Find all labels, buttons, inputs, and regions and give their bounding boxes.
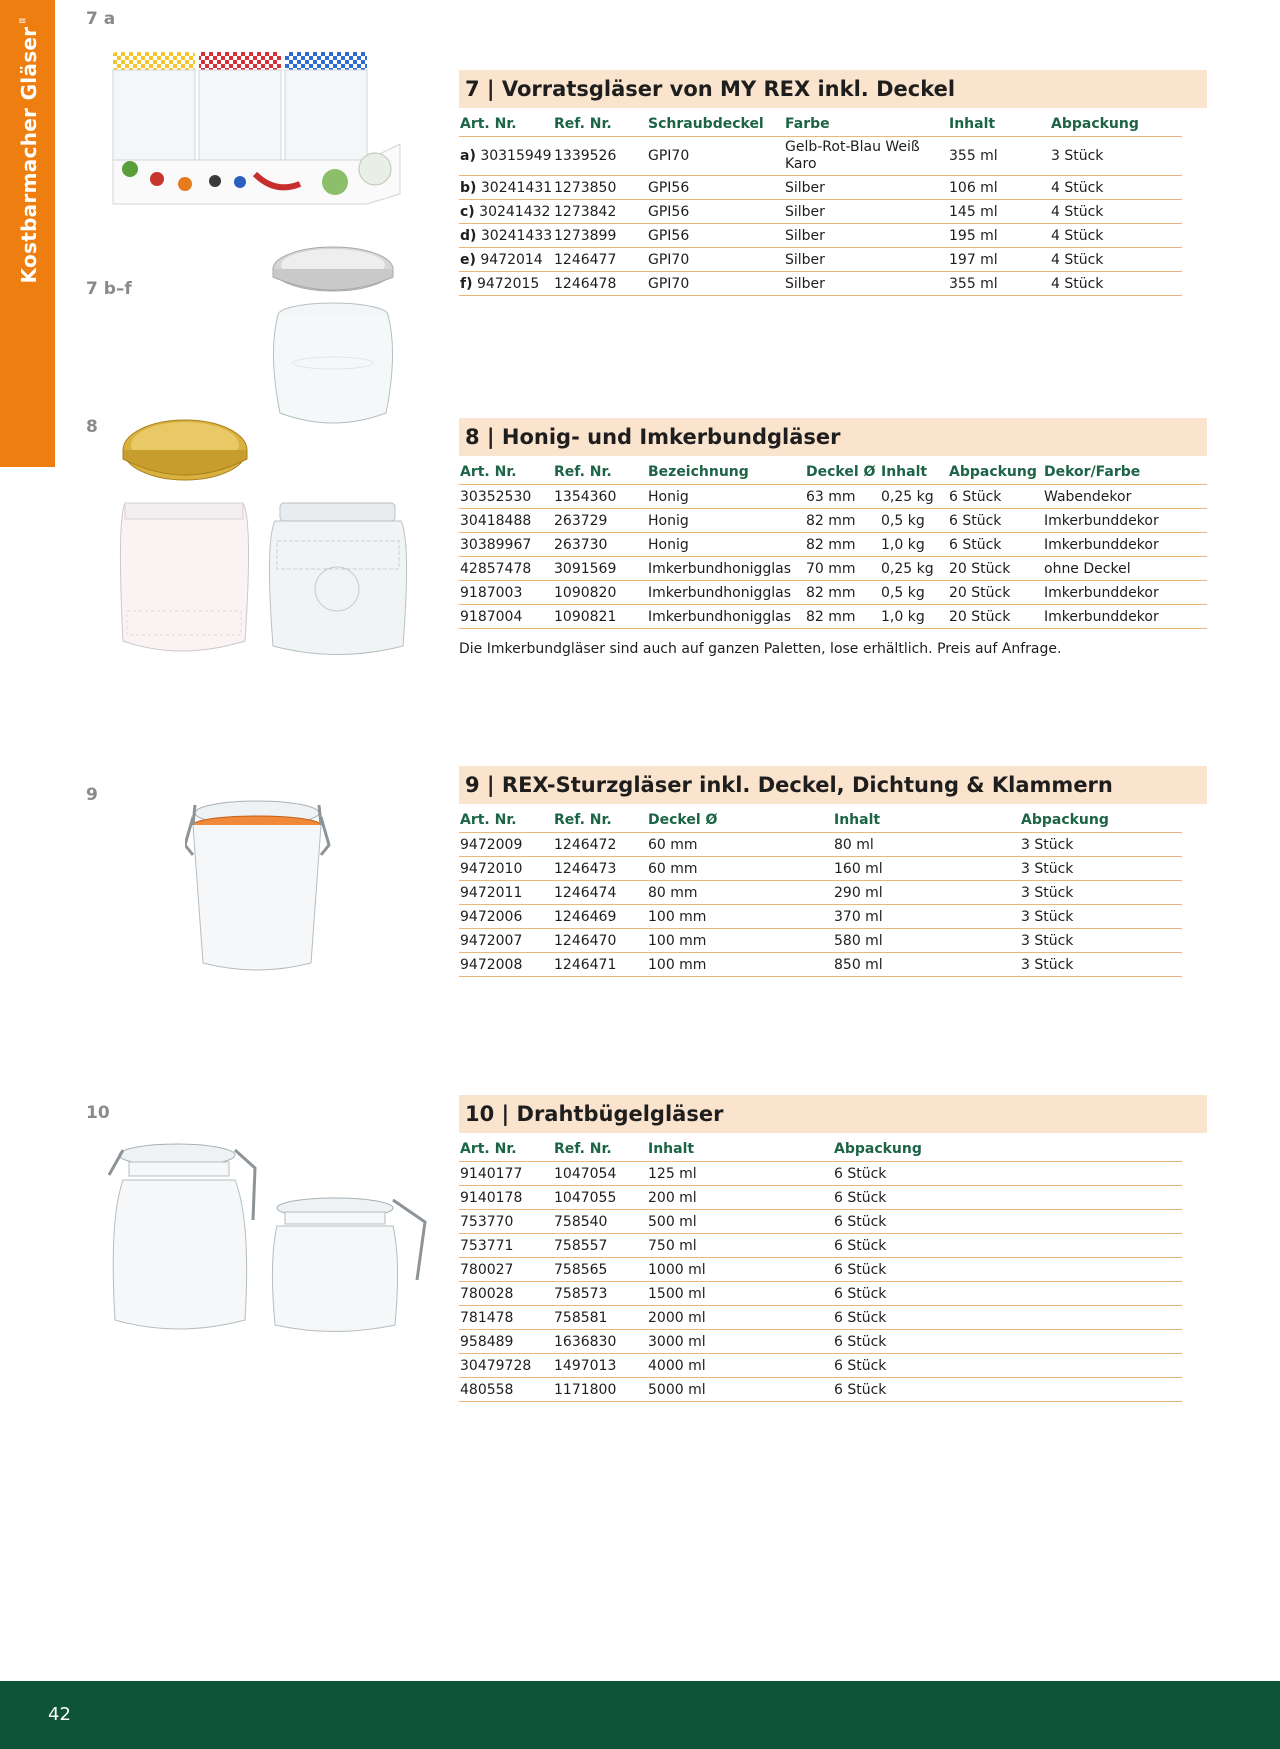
pack: 6 Stück xyxy=(833,1210,1182,1234)
content: 580 ml xyxy=(833,929,1020,953)
section-title: 7 | Vorratsgläser von MY REX inkl. Deckel xyxy=(459,70,1207,108)
ref-nr: 1497013 xyxy=(553,1354,647,1378)
designation: Honig xyxy=(647,485,805,509)
table-row xyxy=(459,581,1207,605)
section-note: Die Imkerbundgläser sind auch auf ganzen Paletten, lose erhältlich. Preis auf Anfrage. xyxy=(459,641,1062,657)
table-row xyxy=(459,1282,1182,1306)
ref-nr: 758540 xyxy=(553,1210,647,1234)
figure-label-10: 10 xyxy=(86,1103,110,1123)
lid: GPI56 xyxy=(647,224,784,248)
lid: GPI56 xyxy=(647,200,784,224)
table-row xyxy=(459,176,1182,200)
pack: 3 Stück xyxy=(1020,881,1182,905)
color: Silber xyxy=(784,224,948,248)
table-header-row xyxy=(459,112,1182,137)
table-header-row xyxy=(459,1137,1182,1162)
art-nr: 30418488 xyxy=(459,509,553,533)
page-footer xyxy=(0,1681,1280,1749)
column-header: Abpackung xyxy=(1050,112,1182,137)
menu-mark-icon: ≡ xyxy=(18,16,27,27)
pack: 3 Stück xyxy=(1020,953,1182,977)
content: 200 ml xyxy=(647,1186,833,1210)
column-header: Art. Nr. xyxy=(459,460,553,485)
content: 145 ml xyxy=(948,200,1050,224)
ref-nr: 1090821 xyxy=(553,605,647,629)
figure-label-9: 9 xyxy=(86,785,98,805)
art-nr: 30479728 xyxy=(459,1354,553,1378)
category-label: Kostbarmacher Gläser xyxy=(17,26,41,284)
art-nr: 9472006 xyxy=(459,905,553,929)
column-header: Abpackung xyxy=(833,1137,1182,1162)
art-nr: 9472007 xyxy=(459,929,553,953)
content: 290 ml xyxy=(833,881,1020,905)
figure-label-7b-f: 7 b–f xyxy=(86,279,132,299)
content: 125 ml xyxy=(647,1162,833,1186)
pack: 4 Stück xyxy=(1050,272,1182,296)
table-row xyxy=(459,1234,1182,1258)
art-nr: 480558 xyxy=(459,1378,553,1402)
table-row xyxy=(459,1306,1182,1330)
content: 355 ml xyxy=(948,272,1050,296)
ref-nr: 1636830 xyxy=(553,1330,647,1354)
ref-nr: 1047054 xyxy=(553,1162,647,1186)
table-row xyxy=(459,833,1182,857)
designation: Imkerbundhonigglas xyxy=(647,605,805,629)
color: Silber xyxy=(784,272,948,296)
section-title: 9 | REX-Sturzgläser inkl. Deckel, Dichtung & Klammern xyxy=(459,766,1207,804)
column-header: Ref. Nr. xyxy=(553,460,647,485)
figure-label-7a: 7 a xyxy=(86,9,116,29)
ref-nr: 1047055 xyxy=(553,1186,647,1210)
ref-nr: 263729 xyxy=(553,509,647,533)
table-row xyxy=(459,248,1182,272)
content: 850 ml xyxy=(833,953,1020,977)
lid-diameter: 100 mm xyxy=(647,929,833,953)
column-header: Schraubdeckel xyxy=(647,112,784,137)
row-prefix: a) xyxy=(460,148,476,164)
table-row xyxy=(459,1258,1182,1282)
row-prefix: d) xyxy=(460,227,477,244)
pack: 6 Stück xyxy=(948,533,1043,557)
pack: 3 Stück xyxy=(1020,857,1182,881)
product-image-rex-sturzglas xyxy=(185,795,335,975)
ref-nr: 1171800 xyxy=(553,1378,647,1402)
section-title: 8 | Honig- und Imkerbundgläser xyxy=(459,418,1207,456)
ref-nr: 1246472 xyxy=(553,833,647,857)
pack: 4 Stück xyxy=(1050,176,1182,200)
art-nr: 9187003 xyxy=(459,581,553,605)
content: 1500 ml xyxy=(647,1282,833,1306)
art-nr: 9187004 xyxy=(459,605,553,629)
pack: 20 Stück xyxy=(948,581,1043,605)
column-header: Ref. Nr. xyxy=(553,1137,647,1162)
color: Silber xyxy=(784,248,948,272)
ref-nr: 1354360 xyxy=(553,485,647,509)
designation: Imkerbundhonigglas xyxy=(647,557,805,581)
art-nr: 780027 xyxy=(459,1258,553,1282)
lid-diameter: 82 mm xyxy=(805,509,880,533)
art-nr: 30352530 xyxy=(459,485,553,509)
ref-nr: 758557 xyxy=(553,1234,647,1258)
pack: 20 Stück xyxy=(948,557,1043,581)
content: 1,0 kg xyxy=(880,605,948,629)
lid-diameter: 80 mm xyxy=(647,881,833,905)
table-header-row xyxy=(459,460,1207,485)
lid: GPI70 xyxy=(647,248,784,272)
ref-nr: 1246477 xyxy=(553,248,647,272)
designation: Honig xyxy=(647,509,805,533)
pack: 6 Stück xyxy=(833,1282,1182,1306)
content: 750 ml xyxy=(647,1234,833,1258)
product-table-8 xyxy=(459,460,1207,629)
art-nr: 9472010 xyxy=(459,857,553,881)
content: 5000 ml xyxy=(647,1378,833,1402)
art-nr: 30241431 xyxy=(480,179,553,196)
lid-diameter: 60 mm xyxy=(647,833,833,857)
art-nr: 30389967 xyxy=(459,533,553,557)
decor: Imkerbunddekor xyxy=(1043,509,1207,533)
content: 1,0 kg xyxy=(880,533,948,557)
color: Silber xyxy=(784,200,948,224)
lid-diameter: 82 mm xyxy=(805,581,880,605)
ref-nr: 3091569 xyxy=(553,557,647,581)
column-header: Dekor/Farbe xyxy=(1043,460,1207,485)
lid-diameter: 63 mm xyxy=(805,485,880,509)
pack: 4 Stück xyxy=(1050,200,1182,224)
ref-nr: 1273850 xyxy=(553,176,647,200)
column-header: Farbe xyxy=(784,112,948,137)
art-nr: 9472009 xyxy=(459,833,553,857)
pack: 6 Stück xyxy=(833,1234,1182,1258)
content: 0,5 kg xyxy=(880,509,948,533)
product-image-honey-jars xyxy=(115,411,435,656)
pack: 6 Stück xyxy=(833,1306,1182,1330)
designation: Imkerbundhonigglas xyxy=(647,581,805,605)
column-header: Inhalt xyxy=(880,460,948,485)
content: 0,25 kg xyxy=(880,557,948,581)
art-nr: 9140177 xyxy=(459,1162,553,1186)
content: 1000 ml xyxy=(647,1258,833,1282)
art-nr: 42857478 xyxy=(459,557,553,581)
row-prefix: e) xyxy=(460,251,476,268)
table-row xyxy=(459,533,1207,557)
column-header: Deckel Ø xyxy=(805,460,880,485)
product-table-7 xyxy=(459,112,1182,296)
lid: GPI70 xyxy=(647,272,784,296)
designation: Honig xyxy=(647,533,805,557)
content: 500 ml xyxy=(647,1210,833,1234)
column-header: Inhalt xyxy=(833,808,1020,833)
pack: 3 Stück xyxy=(1050,137,1182,176)
content: 2000 ml xyxy=(647,1306,833,1330)
figure-label-8: 8 xyxy=(86,417,98,437)
art-nr: 753770 xyxy=(459,1210,553,1234)
ref-nr: 1246469 xyxy=(553,905,647,929)
column-header: Art. Nr. xyxy=(459,808,553,833)
lid-diameter: 82 mm xyxy=(805,605,880,629)
table-row xyxy=(459,953,1182,977)
product-image-my-rex-silver-jar xyxy=(268,243,398,428)
decor: Imkerbunddekor xyxy=(1043,533,1207,557)
ref-nr: 1246470 xyxy=(553,929,647,953)
lid-diameter: 70 mm xyxy=(805,557,880,581)
pack: 6 Stück xyxy=(833,1258,1182,1282)
art-nr: 30241433 xyxy=(480,227,553,244)
pack: 3 Stück xyxy=(1020,833,1182,857)
row-prefix: b) xyxy=(460,179,477,196)
ref-nr: 1246474 xyxy=(553,881,647,905)
column-header: Abpackung xyxy=(1020,808,1182,833)
pack: 6 Stück xyxy=(833,1330,1182,1354)
table-row xyxy=(459,137,1182,176)
pack: 6 Stück xyxy=(833,1378,1182,1402)
content: 370 ml xyxy=(833,905,1020,929)
table-row xyxy=(459,857,1182,881)
row-prefix: f) xyxy=(460,275,473,292)
pack: 6 Stück xyxy=(948,509,1043,533)
column-header: Ref. Nr. xyxy=(553,112,647,137)
table-row xyxy=(459,1354,1182,1378)
page-number: 42 xyxy=(48,1704,71,1725)
lid-diameter: 100 mm xyxy=(647,905,833,929)
art-nr: 753771 xyxy=(459,1234,553,1258)
column-header: Art. Nr. xyxy=(459,112,553,137)
lid-diameter: 82 mm xyxy=(805,533,880,557)
table-row xyxy=(459,1330,1182,1354)
ref-nr: 1273842 xyxy=(553,200,647,224)
ref-nr: 263730 xyxy=(553,533,647,557)
section-title: 10 | Drahtbügelgläser xyxy=(459,1095,1207,1133)
lid-diameter: 100 mm xyxy=(647,953,833,977)
content: 106 ml xyxy=(948,176,1050,200)
content: 197 ml xyxy=(948,248,1050,272)
art-nr: 958489 xyxy=(459,1330,553,1354)
table-row xyxy=(459,272,1182,296)
column-header: Art. Nr. xyxy=(459,1137,553,1162)
table-row xyxy=(459,224,1182,248)
lid: GPI70 xyxy=(647,137,784,176)
table-row xyxy=(459,509,1207,533)
pack: 3 Stück xyxy=(1020,905,1182,929)
content: 195 ml xyxy=(948,224,1050,248)
table-row xyxy=(459,557,1207,581)
product-image-my-rex-jars-checked xyxy=(105,44,405,214)
ref-nr: 1273899 xyxy=(553,224,647,248)
column-header: Inhalt xyxy=(647,1137,833,1162)
column-header: Ref. Nr. xyxy=(553,808,647,833)
section-honigglaeser xyxy=(459,418,1207,657)
decor: Wabendekor xyxy=(1043,485,1207,509)
content: 160 ml xyxy=(833,857,1020,881)
art-nr: 781478 xyxy=(459,1306,553,1330)
ref-nr: 1246478 xyxy=(553,272,647,296)
color: Gelb-Rot-Blau Weiß Karo xyxy=(784,137,948,176)
art-nr: 9140178 xyxy=(459,1186,553,1210)
content: 80 ml xyxy=(833,833,1020,857)
ref-nr: 758573 xyxy=(553,1282,647,1306)
table-row xyxy=(459,881,1182,905)
pack: 6 Stück xyxy=(948,485,1043,509)
ref-nr: 1090820 xyxy=(553,581,647,605)
section-sturzglaeser xyxy=(459,766,1207,977)
ref-nr: 758581 xyxy=(553,1306,647,1330)
table-row xyxy=(459,200,1182,224)
product-image-drahtbuegel-jars xyxy=(105,1140,430,1335)
section-drahtbuegelglaeser xyxy=(459,1095,1207,1402)
ref-nr: 1246471 xyxy=(553,953,647,977)
column-header: Deckel Ø xyxy=(647,808,833,833)
art-nr: 30315949 xyxy=(480,148,552,164)
column-header: Bezeichnung xyxy=(647,460,805,485)
ref-nr: 1339526 xyxy=(553,137,647,176)
pack: 6 Stück xyxy=(833,1186,1182,1210)
product-table-9 xyxy=(459,808,1182,977)
pack: 3 Stück xyxy=(1020,929,1182,953)
table-row xyxy=(459,1186,1182,1210)
decor: ohne Deckel xyxy=(1043,557,1207,581)
art-nr: 30241432 xyxy=(479,203,551,220)
row-prefix: c) xyxy=(460,203,475,220)
pack: 4 Stück xyxy=(1050,224,1182,248)
column-header: Abpackung xyxy=(948,460,1043,485)
table-row xyxy=(459,905,1182,929)
pack: 6 Stück xyxy=(833,1162,1182,1186)
pack: 20 Stück xyxy=(948,605,1043,629)
table-row xyxy=(459,1378,1182,1402)
ref-nr: 1246473 xyxy=(553,857,647,881)
art-nr: 9472011 xyxy=(459,881,553,905)
product-table-10 xyxy=(459,1137,1182,1402)
art-nr: 9472015 xyxy=(476,275,540,292)
color: Silber xyxy=(784,176,948,200)
pack: 4 Stück xyxy=(1050,248,1182,272)
section-vorratsglaeser xyxy=(459,70,1207,296)
column-header: Inhalt xyxy=(948,112,1050,137)
content: 3000 ml xyxy=(647,1330,833,1354)
table-row xyxy=(459,605,1207,629)
table-row xyxy=(459,1210,1182,1234)
decor: Imkerbunddekor xyxy=(1043,581,1207,605)
ref-nr: 758565 xyxy=(553,1258,647,1282)
pack: 6 Stück xyxy=(833,1354,1182,1378)
content: 0,5 kg xyxy=(880,581,948,605)
table-row xyxy=(459,929,1182,953)
lid: GPI56 xyxy=(647,176,784,200)
table-row xyxy=(459,1162,1182,1186)
decor: Imkerbunddekor xyxy=(1043,605,1207,629)
content: 4000 ml xyxy=(647,1354,833,1378)
content: 355 ml xyxy=(948,137,1050,176)
lid-diameter: 60 mm xyxy=(647,857,833,881)
category-side-tab xyxy=(0,0,55,467)
table-row xyxy=(459,485,1207,509)
table-header-row xyxy=(459,808,1182,833)
art-nr: 780028 xyxy=(459,1282,553,1306)
art-nr: 9472008 xyxy=(459,953,553,977)
content: 0,25 kg xyxy=(880,485,948,509)
art-nr: 9472014 xyxy=(480,251,543,268)
